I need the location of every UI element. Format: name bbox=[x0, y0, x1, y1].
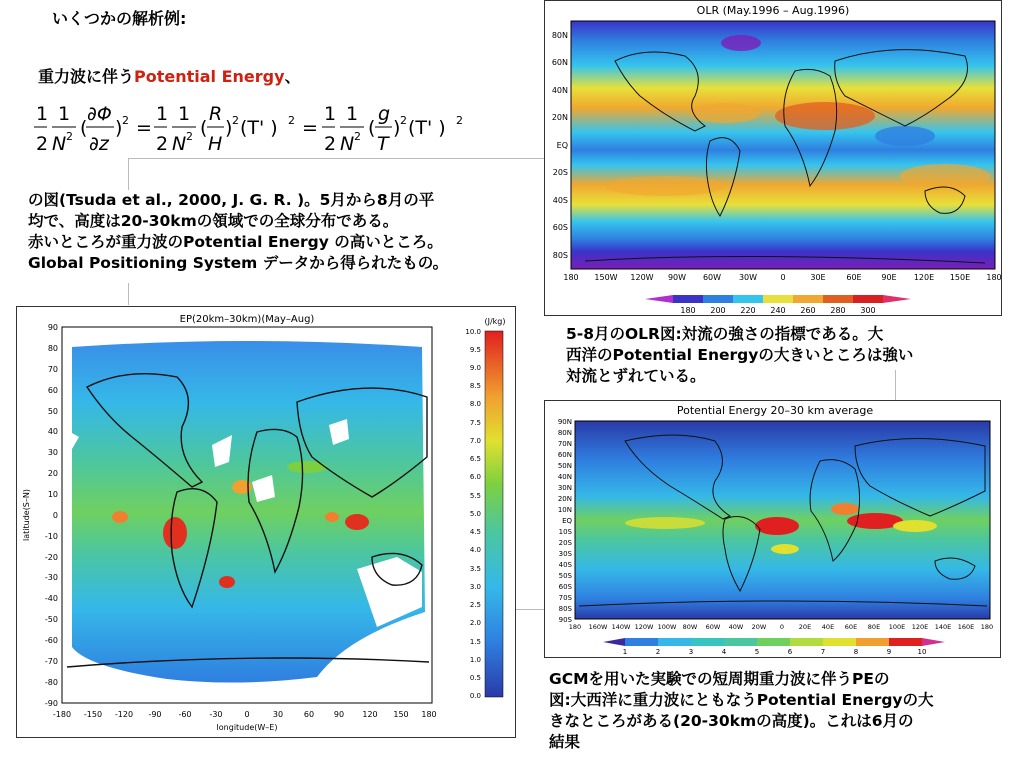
gcm-colorbar-ticks bbox=[623, 648, 927, 656]
svg-text:30: 30 bbox=[47, 448, 58, 457]
svg-text:60S: 60S bbox=[552, 223, 568, 232]
svg-text:100W: 100W bbox=[657, 623, 677, 631]
svg-text:60W: 60W bbox=[702, 273, 722, 282]
f6-sq: 2 bbox=[354, 130, 361, 143]
f-sq5: 2 bbox=[456, 114, 463, 127]
olr-plot-area bbox=[571, 21, 995, 269]
svg-text:8.5: 8.5 bbox=[469, 382, 481, 390]
svg-text:40: 40 bbox=[47, 427, 58, 436]
svg-text:70N: 70N bbox=[557, 440, 572, 448]
svg-text:150: 150 bbox=[393, 710, 409, 719]
svg-text:40S: 40S bbox=[558, 561, 572, 569]
svg-text:1.5: 1.5 bbox=[469, 638, 481, 646]
svg-text:=: = bbox=[136, 117, 152, 139]
f4-num: 1 bbox=[178, 103, 191, 125]
svg-text:40S: 40S bbox=[552, 196, 568, 205]
f-sq3: 2 bbox=[288, 114, 295, 127]
svg-text:40W: 40W bbox=[728, 623, 744, 631]
svg-text:-120: -120 bbox=[114, 710, 134, 719]
caption-olr-line: 西洋のPotential Energyの大きいところは強い bbox=[566, 346, 914, 364]
svg-text:-10: -10 bbox=[44, 532, 58, 541]
svg-text:EQ: EQ bbox=[562, 517, 572, 525]
svg-text:180: 180 bbox=[421, 710, 437, 719]
leader-line-gcm bbox=[515, 609, 545, 610]
svg-text:60: 60 bbox=[47, 386, 58, 395]
leader-line-olr-v bbox=[128, 158, 129, 190]
svg-text:2.0: 2.0 bbox=[469, 619, 481, 627]
svg-text:90E: 90E bbox=[881, 273, 897, 282]
svg-text:-180: -180 bbox=[52, 710, 72, 719]
olr-hot-africa bbox=[775, 102, 875, 130]
f-H: H bbox=[208, 133, 223, 155]
svg-text:120E: 120E bbox=[911, 623, 929, 631]
svg-text:6.0: 6.0 bbox=[469, 473, 481, 481]
gcm-title: Potential Energy 20–30 km average bbox=[676, 404, 874, 417]
olr-map-figure bbox=[544, 0, 1002, 316]
svg-text:EQ: EQ bbox=[556, 141, 568, 150]
svg-text:0: 0 bbox=[779, 623, 785, 631]
gcm-map-figure bbox=[544, 400, 1001, 658]
pe-heading-prefix: 重力波に伴う bbox=[38, 67, 135, 86]
svg-text:90: 90 bbox=[47, 323, 58, 332]
svg-text:): ) bbox=[393, 117, 401, 139]
f4-den: N bbox=[172, 133, 187, 155]
svg-text:): ) bbox=[225, 117, 233, 139]
svg-text:260: 260 bbox=[800, 306, 816, 315]
svg-text:-90: -90 bbox=[148, 710, 162, 719]
f-dphi: ∂Φ bbox=[87, 103, 112, 125]
svg-text:150W: 150W bbox=[594, 273, 618, 282]
svg-text:40E: 40E bbox=[821, 623, 835, 631]
svg-text:20W: 20W bbox=[751, 623, 767, 631]
svg-text:30: 30 bbox=[272, 710, 284, 719]
svg-text:60S: 60S bbox=[558, 583, 572, 591]
pe-heading-suffix: 、 bbox=[284, 67, 301, 86]
f-T: T bbox=[377, 133, 389, 155]
svg-text:=: = bbox=[302, 117, 318, 139]
ep-ylabel: latitude(S–N) bbox=[22, 489, 31, 541]
svg-text:10S: 10S bbox=[558, 528, 572, 536]
olr-title: OLR (May.1996 – Aug.1996) bbox=[696, 4, 850, 17]
olr-colorbar bbox=[645, 295, 911, 303]
section-title: いくつかの解析例: bbox=[52, 9, 187, 28]
ep-map-svg bbox=[17, 307, 515, 737]
svg-text:200: 200 bbox=[710, 306, 726, 315]
svg-text:90N: 90N bbox=[557, 418, 572, 426]
f2-sq: 2 bbox=[66, 130, 73, 143]
svg-text:3.5: 3.5 bbox=[469, 565, 481, 573]
caption-olr bbox=[566, 324, 913, 387]
ep-data-field bbox=[72, 341, 425, 683]
svg-text:140E: 140E bbox=[934, 623, 952, 631]
f6-num: 1 bbox=[346, 103, 359, 125]
svg-text:5.0: 5.0 bbox=[469, 510, 481, 518]
caption-gcm-line: きなところがある(20-30kmの高度)。これは6月の bbox=[549, 712, 914, 730]
svg-text:-60: -60 bbox=[178, 710, 192, 719]
svg-text:60E: 60E bbox=[844, 623, 858, 631]
f3-den: 2 bbox=[156, 133, 169, 155]
svg-text:280: 280 bbox=[830, 306, 846, 315]
f5-den: 2 bbox=[324, 133, 337, 155]
svg-text:): ) bbox=[115, 117, 123, 139]
svg-text:60W: 60W bbox=[705, 623, 721, 631]
svg-text:1.0: 1.0 bbox=[469, 656, 481, 664]
svg-text:(: ( bbox=[80, 117, 88, 139]
svg-text:80S: 80S bbox=[552, 251, 568, 260]
caption-ep-line: 赤いところが重力波のPotential Energy の高いところ。 bbox=[28, 233, 443, 251]
svg-text:4.0: 4.0 bbox=[469, 546, 481, 554]
f-sq4: 2 bbox=[400, 114, 407, 127]
svg-text:180: 180 bbox=[986, 273, 1001, 282]
svg-text:180: 180 bbox=[980, 623, 994, 631]
svg-text:60N: 60N bbox=[557, 451, 572, 459]
leader-line-olr bbox=[128, 158, 544, 159]
svg-text:20E: 20E bbox=[798, 623, 812, 631]
svg-text:10.0: 10.0 bbox=[465, 328, 481, 336]
svg-text:70: 70 bbox=[47, 365, 58, 374]
svg-text:50S: 50S bbox=[558, 572, 572, 580]
f6-den: N bbox=[340, 133, 355, 155]
svg-text:220: 220 bbox=[740, 306, 756, 315]
svg-text:180: 180 bbox=[563, 273, 579, 282]
gcm-map-svg bbox=[545, 401, 1000, 657]
svg-text:0: 0 bbox=[780, 273, 786, 282]
svg-text:160W: 160W bbox=[588, 623, 608, 631]
svg-text:40N: 40N bbox=[551, 86, 568, 95]
gcm-lon-labels bbox=[569, 623, 993, 631]
ep-colorbar-ticks bbox=[465, 328, 481, 700]
svg-text:30S: 30S bbox=[558, 550, 572, 558]
f-sq2: 2 bbox=[232, 114, 239, 127]
f5-num: 1 bbox=[324, 103, 337, 125]
svg-text:0.5: 0.5 bbox=[469, 674, 481, 682]
svg-text:0: 0 bbox=[244, 710, 250, 719]
svg-text:3.0: 3.0 bbox=[469, 583, 481, 591]
svg-text:60E: 60E bbox=[846, 273, 862, 282]
f-tp2: (T' ) bbox=[408, 117, 446, 139]
svg-text:1: 1 bbox=[622, 648, 628, 656]
gcm-colorbar bbox=[603, 638, 945, 646]
svg-text:5: 5 bbox=[754, 648, 760, 656]
svg-text:9.5: 9.5 bbox=[469, 346, 481, 354]
svg-text:2: 2 bbox=[655, 648, 661, 656]
olr-convection-asia bbox=[875, 126, 935, 146]
svg-text:30E: 30E bbox=[810, 273, 826, 282]
svg-text:120: 120 bbox=[362, 710, 378, 719]
svg-text:(: ( bbox=[368, 117, 376, 139]
caption-ep-line: 均で、高度は20-30kmの領域での全球分布である。 bbox=[28, 212, 399, 230]
svg-text:90S: 90S bbox=[558, 616, 572, 624]
svg-text:140W: 140W bbox=[611, 623, 631, 631]
potential-energy-formula bbox=[32, 98, 522, 160]
svg-text:9.0: 9.0 bbox=[469, 364, 481, 372]
svg-text:20N: 20N bbox=[551, 113, 568, 122]
svg-text:20: 20 bbox=[47, 469, 58, 478]
svg-text:-70: -70 bbox=[44, 657, 58, 666]
svg-text:-150: -150 bbox=[83, 710, 103, 719]
svg-text:-80: -80 bbox=[44, 678, 58, 687]
caption-gcm-line: 結果 bbox=[549, 733, 581, 751]
svg-text:50N: 50N bbox=[557, 462, 572, 470]
f1-num: 1 bbox=[36, 103, 49, 125]
svg-text:90: 90 bbox=[333, 710, 345, 719]
svg-text:7.0: 7.0 bbox=[469, 437, 481, 445]
svg-text:80W: 80W bbox=[682, 623, 698, 631]
svg-text:4: 4 bbox=[721, 648, 727, 656]
caption-gcm-line: GCMを用いた実験での短周期重力波に伴うPEの bbox=[549, 670, 890, 688]
leader-line-ep bbox=[128, 283, 129, 305]
f2-num: 1 bbox=[58, 103, 71, 125]
svg-text:7: 7 bbox=[820, 648, 826, 656]
svg-text:120W: 120W bbox=[634, 623, 654, 631]
f-g: g bbox=[378, 103, 391, 125]
caption-olr-line: 対流とずれている。 bbox=[566, 367, 706, 385]
svg-text:10: 10 bbox=[47, 490, 58, 499]
svg-text:4.5: 4.5 bbox=[469, 528, 481, 536]
svg-text:-90: -90 bbox=[44, 699, 58, 708]
svg-text:9: 9 bbox=[886, 648, 892, 656]
svg-text:80N: 80N bbox=[557, 429, 572, 437]
olr-lon-labels bbox=[563, 273, 1001, 282]
f-sq1: 2 bbox=[122, 114, 129, 127]
ep-colorbar bbox=[485, 331, 503, 697]
ep-lat-labels bbox=[45, 323, 58, 708]
svg-text:160E: 160E bbox=[957, 623, 975, 631]
ep-unit: (J/kg) bbox=[484, 317, 506, 326]
svg-text:80S: 80S bbox=[558, 605, 572, 613]
svg-text:2.5: 2.5 bbox=[469, 601, 481, 609]
svg-text:80N: 80N bbox=[551, 31, 568, 40]
pe-heading bbox=[38, 66, 301, 87]
svg-text:-40: -40 bbox=[44, 594, 58, 603]
svg-text:-30: -30 bbox=[44, 573, 58, 582]
caption-olr-line: 5-8月のOLR図:対流の強さの指標である。大 bbox=[566, 325, 884, 343]
f2-den: N bbox=[52, 133, 67, 155]
svg-text:120E: 120E bbox=[913, 273, 935, 282]
f-tp1: (T' ) bbox=[240, 117, 278, 139]
svg-text:100E: 100E bbox=[888, 623, 906, 631]
svg-text:7.5: 7.5 bbox=[469, 419, 481, 427]
svg-text:30N: 30N bbox=[557, 484, 572, 492]
ep-lon-labels bbox=[53, 710, 437, 719]
svg-text:50: 50 bbox=[47, 407, 58, 416]
svg-text:30W: 30W bbox=[738, 273, 758, 282]
svg-text:70S: 70S bbox=[558, 594, 572, 602]
svg-text:40N: 40N bbox=[557, 473, 572, 481]
svg-text:150E: 150E bbox=[949, 273, 971, 282]
svg-text:20S: 20S bbox=[552, 168, 568, 177]
ep-map-figure bbox=[16, 306, 516, 738]
svg-text:-20: -20 bbox=[44, 553, 58, 562]
svg-text:20S: 20S bbox=[558, 539, 572, 547]
olr-colorbar-ticks bbox=[680, 306, 875, 315]
f-R: R bbox=[209, 103, 223, 125]
svg-text:(: ( bbox=[200, 117, 208, 139]
f-dz: ∂z bbox=[89, 133, 109, 155]
ep-title: EP(20km–30km)(May–Aug) bbox=[179, 314, 315, 325]
caption-ep-line: の図(Tsuda et al., 2000, J. G. R. )。5月から8月の平 bbox=[28, 191, 435, 209]
svg-text:10N: 10N bbox=[557, 506, 572, 514]
svg-text:180: 180 bbox=[680, 306, 696, 315]
olr-lat-labels bbox=[552, 31, 568, 260]
svg-text:80: 80 bbox=[47, 344, 58, 353]
svg-text:240: 240 bbox=[770, 306, 786, 315]
gcm-lat-labels bbox=[558, 418, 573, 624]
pe-heading-highlight: Potential Energy bbox=[134, 67, 285, 86]
svg-text:0: 0 bbox=[52, 511, 58, 520]
olr-map-svg bbox=[545, 1, 1001, 315]
svg-text:0.0: 0.0 bbox=[469, 692, 481, 700]
svg-text:-60: -60 bbox=[44, 636, 58, 645]
svg-text:300: 300 bbox=[860, 306, 876, 315]
svg-text:3: 3 bbox=[688, 648, 694, 656]
svg-text:60N: 60N bbox=[551, 58, 568, 67]
svg-text:20N: 20N bbox=[557, 495, 572, 503]
svg-text:6: 6 bbox=[787, 648, 793, 656]
svg-text:-50: -50 bbox=[44, 615, 58, 624]
svg-text:6.5: 6.5 bbox=[469, 455, 481, 463]
svg-text:8.0: 8.0 bbox=[469, 400, 481, 408]
svg-text:80E: 80E bbox=[867, 623, 881, 631]
svg-text:5.5: 5.5 bbox=[469, 492, 481, 500]
gcm-hot-atlantic bbox=[755, 517, 799, 535]
svg-text:120W: 120W bbox=[630, 273, 654, 282]
svg-text:180: 180 bbox=[568, 623, 582, 631]
svg-text:8: 8 bbox=[853, 648, 859, 656]
caption-gcm bbox=[549, 669, 934, 753]
svg-text:10: 10 bbox=[917, 648, 927, 656]
ep-hot-south-america bbox=[163, 517, 187, 549]
caption-gcm-line: 図:大西洋に重力波にともなうPotential Energyの大 bbox=[549, 691, 934, 709]
f4-sq: 2 bbox=[186, 130, 193, 143]
svg-text:90W: 90W bbox=[667, 273, 687, 282]
svg-text:-30: -30 bbox=[209, 710, 223, 719]
svg-text:60: 60 bbox=[303, 710, 315, 719]
f1-den: 2 bbox=[36, 133, 49, 155]
caption-ep-line: Global Positioning System データから得られたもの。 bbox=[28, 254, 449, 272]
ep-xlabel: longitude(W–E) bbox=[216, 723, 278, 732]
caption-ep-figure bbox=[28, 190, 448, 274]
f3-num: 1 bbox=[156, 103, 169, 125]
